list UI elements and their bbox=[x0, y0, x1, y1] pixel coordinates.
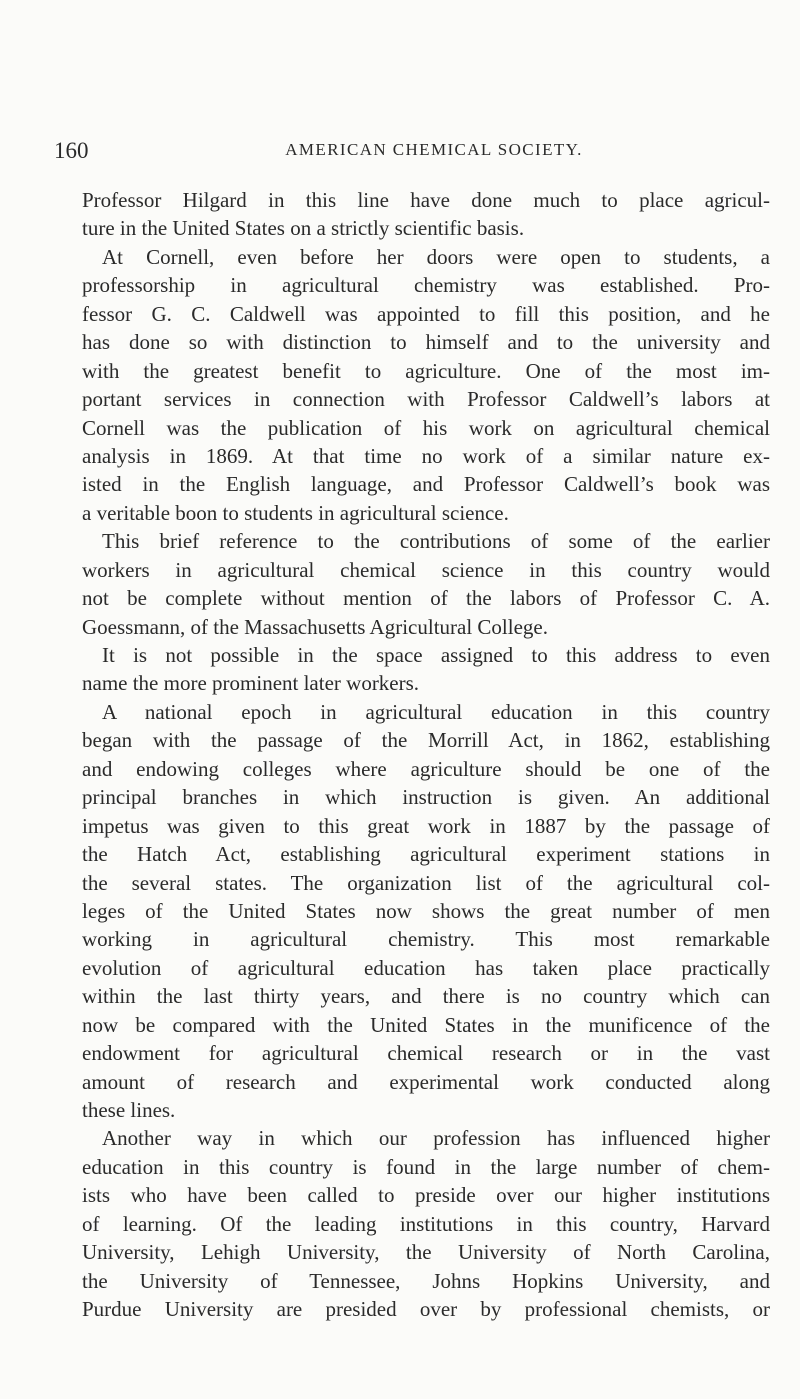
text-line: the Hatch Act, establishing agricultural experiment stations in bbox=[82, 842, 770, 867]
text-line: ists who have been called to preside over our higher institutions bbox=[82, 1183, 770, 1208]
text-line: began with the passage of the Morrill Act, in 1862, establishing bbox=[82, 728, 770, 753]
text-line: working in agricultural chemistry. This most remarkable bbox=[82, 927, 770, 952]
text-line: a veritable boon to students in agricultural science. bbox=[82, 500, 509, 525]
text-line: now be compared with the United States in the munificence of the bbox=[82, 1012, 770, 1037]
text-line: these lines. bbox=[82, 1098, 176, 1122]
text-line: ture in the United States on a strictly scientific basis. bbox=[82, 216, 525, 241]
text-line: workers in agricultural chemical science in this country would bbox=[82, 557, 770, 582]
text-line: University, Lehigh University, the University of North Carolina, bbox=[82, 1240, 770, 1265]
text-line: amount of research and experimental work conducted along bbox=[82, 1069, 770, 1094]
page-header bbox=[54, 138, 754, 168]
text-line: Cornell was the publication of his work on agricultural chemical bbox=[82, 415, 770, 440]
text-line: professorship in agricultural chemistry was established. Pro- bbox=[82, 273, 770, 298]
text-line: Professor Hilgard in this line have done much to place agricul- bbox=[82, 188, 770, 212]
running-title: AMERICAN CHEMICAL SOCIETY. bbox=[285, 140, 583, 159]
text-line: Goessmann, of the Massachusetts Agricultural College. bbox=[82, 614, 548, 639]
text-line: portant services in connection with Professor Caldwell’s labors at bbox=[82, 387, 770, 412]
text-line: A national epoch in agricultural education in this country bbox=[102, 699, 770, 724]
text-line: It is not possible in the space assigned to this address to even bbox=[102, 643, 770, 667]
text-line: the University of Tennessee, Johns Hopkins University, and bbox=[82, 1268, 770, 1293]
text-line: within the last thirty years, and there is no country which can bbox=[82, 984, 770, 1009]
text-line: the several states. The organization list of the agricultural col- bbox=[82, 870, 770, 895]
text-line: isted in the English language, and Professor Caldwell’s book was bbox=[82, 472, 770, 497]
text-line: leges of the United States now shows the great number of men bbox=[82, 898, 770, 923]
text-line: of learning. Of the leading institutions in this country, Harvard bbox=[82, 1211, 770, 1236]
text-line: Purdue University are presided over by professional chemists, or bbox=[82, 1297, 770, 1322]
text-line: analysis in 1869. At that time no work of a similar nature ex- bbox=[82, 443, 770, 468]
text-line: impetus was given to this great work in 1887 by the passage of bbox=[82, 813, 770, 838]
text-line: education in this country is found in the large number of chem- bbox=[82, 1154, 770, 1179]
text-line: and endowing colleges where agriculture should be one of the bbox=[82, 756, 770, 781]
text-line: At Cornell, even before her doors were open to students, a bbox=[102, 244, 770, 269]
text-line: has done so with distinction to himself and to the university and bbox=[82, 330, 770, 355]
text-line: This brief reference to the contributions of some of the earlier bbox=[102, 529, 770, 554]
body-text bbox=[82, 186, 770, 1324]
text-line: not be complete without mention of the labors of Professor C. A. bbox=[82, 586, 770, 611]
text-line: with the greatest benefit to agriculture. One of the most im- bbox=[82, 358, 770, 383]
text-line: endowment for agricultural chemical research or in the vast bbox=[82, 1041, 770, 1066]
page-number: 160 bbox=[54, 138, 89, 163]
text-line: name the more prominent later workers. bbox=[82, 671, 420, 696]
text-line: fessor G. C. Caldwell was appointed to fill this position, and he bbox=[82, 301, 770, 326]
text-line: Another way in which our profession has influenced higher bbox=[102, 1126, 770, 1151]
text-line: evolution of agricultural education has taken place practically bbox=[82, 955, 770, 980]
text-line: principal branches in which instruction is given. An additional bbox=[82, 785, 770, 810]
